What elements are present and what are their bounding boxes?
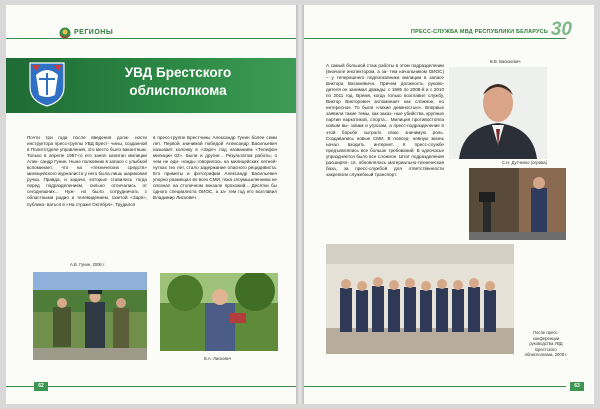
photo-gunin [33, 272, 147, 360]
caption-gunin: А.В. Гунин, 2006 г. [70, 262, 106, 267]
title-line-1: УВД Брестского [124, 65, 232, 80]
header-rule [6, 38, 296, 39]
right-page [304, 5, 594, 404]
photo-interview [469, 168, 566, 240]
caption-vasyukevich: В.В. Васюкевич [490, 59, 521, 64]
anniversary-number: 30 [550, 19, 572, 40]
page-number-left: 62 [34, 382, 48, 391]
article-column-1: Почти три года после введения долж- ности инструктора пресс-группы УВД Брест- чины, созданной в Политотделе управления, это место было вакантным. Только в апреле 1987-го его занял капитан милиции Алек- сандр Гунин. Ныне полковник в запасе с улыбкой вспоминает, что на «технических средств» милицейского журналиста у него была лишь шариковая ручка. Правда, и задачи, которые ставились тогда перед подразделением, сильно отличались от сегодняшних... Нуж- но было сотрудничать с областными радио и телевидением, газетой «Заря», публико- ваться в «На страже Октября». Трудился [27, 135, 147, 207]
page-title [78, 64, 278, 100]
photo-liskovech [160, 273, 278, 351]
title-line-2: облисполкома [129, 83, 227, 98]
caption-liskovech: В.А. Лисковеч [204, 356, 232, 361]
left-page [6, 5, 296, 404]
book-fold [296, 5, 304, 404]
article-column-right: А самый большой стаж работы в этом подразделении (вначале инспектором, а за- тем начальником ОИОС) – у теперешнего подполковника милиции в запасе Виктора Васюкевича. Причем должность руково- дителя он занимал дважды: с 1995 по 2008-й и с 2010 по 2011 год. Время, когда только возглавил службу, Виктор Викторович вспоминает как сложное, но интересное. То были «лихие девяностые». Впервые заявили такие темы, как заказ- ные убийства, крупные партии наркотиков, спорта... Милиция противостояла новым вы- зовам и угрозам, а пресс-подразделение в этой борьбе сыграло свою значимую роль. Создавались новые СМИ. В повсед- невную жизнь начал входить интернет. К пресс-службе предъявлялись все больше требований. В одночасье упраздняется было все сложное. Штат подразделения расширял- ся, обновлялась материально-техническая база, за пресс-службой для ответственности закрепили служебный транспорт. [326, 63, 444, 177]
caption-group: После пресс-конференции руководства УВД Брестского облисполкома, 2009 г. [524, 330, 568, 357]
photo-vasyukevich [449, 67, 547, 159]
footer-rule [304, 386, 566, 387]
article-column-2: в пресс-группе Брестчины Александр Гунин более семи лет. Первой значимой победой Александр Васильевич называет колонку в «Заре» под названием «Телефон милиции 02». Были и другие... Результатом работы, о чем не еди- ножды говорилось на милицейских летней- нутках тех лет, стало задержание опасного рецидивиста. Его приметы и фотографии Александр Васильевич упорно размещал во всех СМИ, пока злоумышленника не опознал на столичном вокзале прохожий... Десятки бы одного специалиста ОИОС, а за- тем год его возглавил Владимир Лисковеч. [153, 135, 277, 201]
footer-rule [6, 386, 296, 387]
photo-group [326, 244, 514, 354]
brest-coat-of-arms-icon [28, 61, 66, 107]
section-label: РЕГИОНЫ [74, 29, 114, 36]
publication-header: ПРЕСС-СЛУЖБА МВД РЕСПУБЛИКИ БЕЛАРУСЬ [410, 29, 548, 35]
header-rule [304, 38, 566, 39]
page-number-right: 63 [570, 382, 584, 391]
belarus-emblem-icon [59, 26, 71, 40]
caption-dutchenko: С.Н. Дутченко (справа) [502, 160, 547, 165]
